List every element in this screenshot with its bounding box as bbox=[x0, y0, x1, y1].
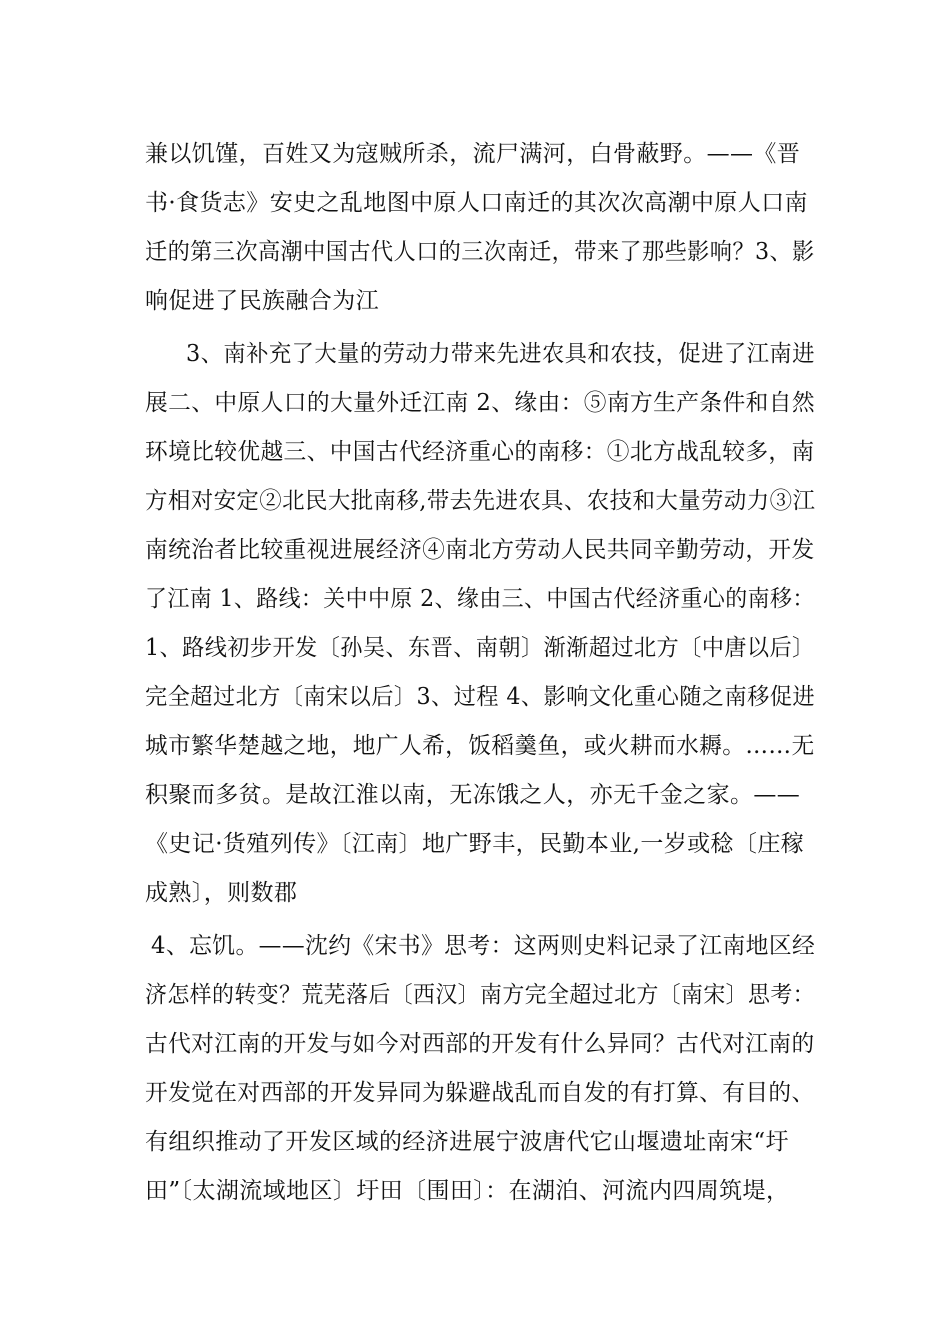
text-line: 城市繁华楚越之地，地广人希，饭稻羹鱼，或火耕而水耨。……无 bbox=[145, 733, 815, 759]
text-line: 响促进了民族融合为江 bbox=[145, 288, 379, 314]
text-line: 《史记·货殖列传》〔江南〕地广野丰，民勤本业,一岁或稔〔庄稼 bbox=[145, 831, 805, 857]
text-line: 3、南补充了大量的劳动力带来先进农具和农技，促进了江南进 bbox=[186, 341, 815, 367]
text-line: 古代对江南的开发与如今对西部的开发有什么异同？古代对江南的 bbox=[145, 1031, 815, 1057]
text-line: 了江南 1、路线：关中中原 2、缘由三、中国古代经济重心的南移： bbox=[145, 586, 815, 612]
text-line: 迁的第三次高潮中国古代人口的三次南迁，带来了那些影响？3、影 bbox=[145, 239, 815, 265]
text-line: 开发觉在对西部的开发异同为躲避战乱而自发的有打算、有目的、 bbox=[145, 1080, 815, 1106]
text-line: 有组织推动了开发区域的经济进展宁波唐代它山堰遗址南宋“圩 bbox=[145, 1129, 789, 1155]
text-line: 书·食货志》安史之乱地图中原人口南迁的其次次高潮中原人口南 bbox=[145, 190, 808, 216]
text-line: 环境比较优越三、中国古代经济重心的南移：①北方战乱较多，南 bbox=[145, 439, 815, 465]
text-line: 济怎样的转变？荒芜落后〔西汉〕南方完全超过北方〔南宋〕思考： bbox=[145, 982, 815, 1008]
text-line: 1、路线初步开发〔孙吴、东晋、南朝〕渐渐超过北方〔中唐以后〕 bbox=[145, 635, 815, 661]
text-line: 兼以饥馑，百姓又为寇贼所杀，流尸满河，白骨蔽野。——《晋 bbox=[145, 141, 801, 167]
text-line: 成熟〕，则数郡 bbox=[145, 880, 298, 906]
text-line: 南统治者比较重视进展经济④南北方劳动人民共同辛勤劳动，开发 bbox=[145, 537, 815, 563]
text-line: 田”〔太湖流域地区〕圩田〔围田〕：在湖泊、河流内四周筑堤， bbox=[145, 1178, 790, 1204]
text-line: 方相对安定②北民大批南移,带去先进农具、农技和大量劳动力③江 bbox=[145, 488, 816, 514]
text-line: 4、忘饥。——沈约《宋书》思考：这两则史料记录了江南地区经 bbox=[151, 933, 816, 959]
text-line: 展二、中原人口的大量外迁江南 2、缘由：⑤南方生产条件和自然 bbox=[145, 390, 815, 416]
text-line: 积聚而多贫。是故江淮以南，无冻饿之人，亦无千金之家。—— bbox=[145, 782, 801, 808]
text-line: 完全超过北方〔南宋以后〕3、过程 4、影响文化重心随之南移促进 bbox=[145, 684, 815, 710]
